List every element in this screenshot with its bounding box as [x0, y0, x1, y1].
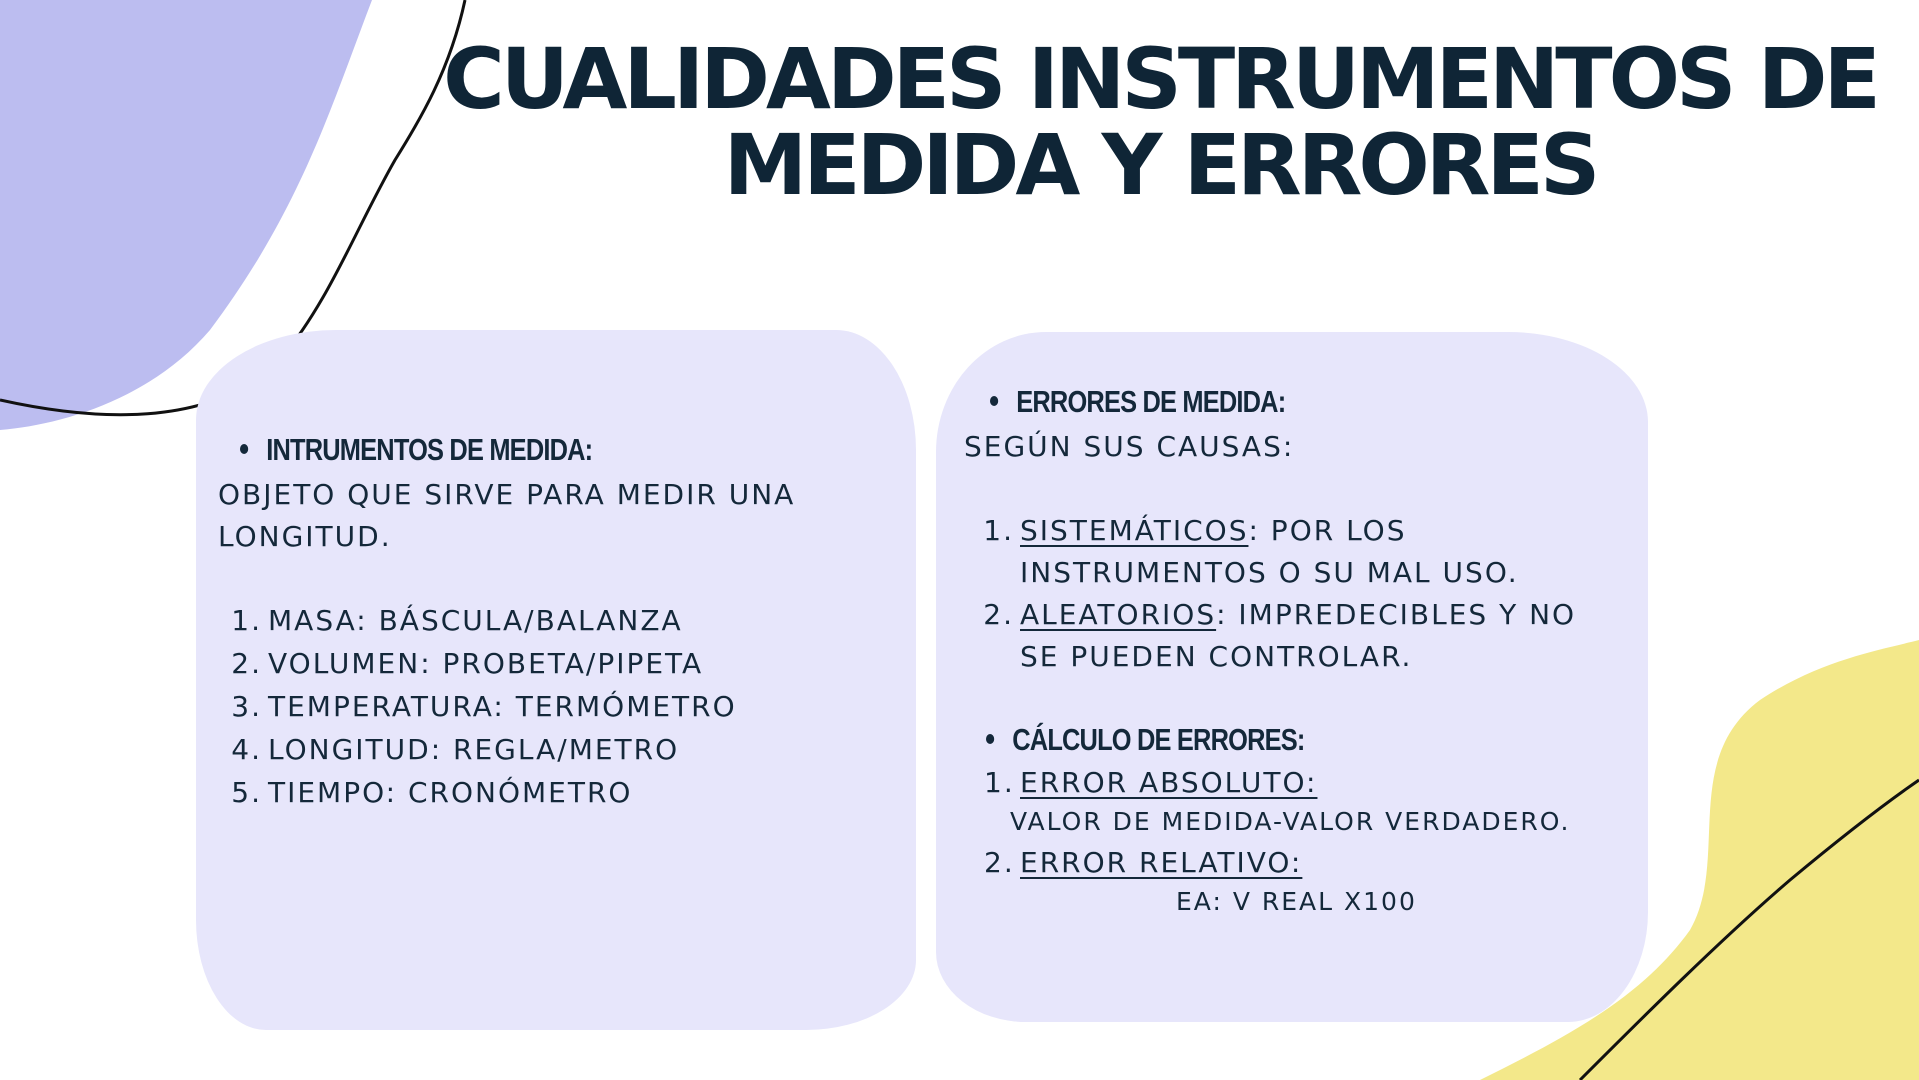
calc-item-1: 1. ERROR ABSOLUTO:	[984, 766, 1318, 799]
calc-item-1-detail: VALOR DE MEDIDA-VALOR VERDADERO.	[1010, 807, 1571, 836]
instrument-item-5: 5. TIEMPO: CRONÓMETRO	[231, 776, 633, 809]
instrument-item-1: 1. MASA: BÁSCULA/BALANZA	[231, 604, 683, 637]
calc-item-2: 2. ERROR RELATIVO:	[984, 846, 1303, 879]
instruments-heading: INTRUMENTOS DE MEDIDA:	[240, 432, 592, 468]
instrument-item-2: 2. VOLUMEN: PROBETA/PIPETA	[231, 647, 704, 680]
cause-item-1: 1. SISTEMÁTICOS: POR LOS	[983, 514, 1407, 547]
cause-item-2-line2: SE PUEDEN CONTROLAR.	[1020, 640, 1413, 673]
errors-heading: ERRORES DE MEDIDA:	[990, 384, 1285, 420]
instrument-item-4: 4. LONGITUD: REGLA/METRO	[231, 733, 680, 766]
page-title-line2: MEDIDA Y ERRORES	[723, 116, 1597, 214]
cause-item-2: 2. ALEATORIOS: IMPREDECIBLES Y NO	[983, 598, 1577, 631]
bullet-icon	[240, 444, 248, 454]
instruments-description-line2: LONGITUD.	[218, 520, 392, 553]
instrument-item-3: 3. TEMPERATURA: TERMÓMETRO	[231, 690, 737, 723]
instruments-description-line1: OBJETO QUE SIRVE PARA MEDIR UNA	[218, 478, 796, 511]
calc-item-2-detail: EA: V REAL X100	[1176, 887, 1417, 916]
bullet-icon	[986, 734, 994, 744]
cause-item-1-line2: INSTRUMENTOS O SU MAL USO.	[1020, 556, 1519, 589]
calc-heading: CÁLCULO DE ERRORES:	[986, 722, 1305, 758]
page-title-line1: CUALIDADES INSTRUMENTOS DE	[443, 30, 1877, 128]
errors-subheading: SEGÚN SUS CAUSAS:	[964, 430, 1295, 463]
page-title	[420, 30, 1900, 214]
bullet-icon	[990, 396, 998, 406]
